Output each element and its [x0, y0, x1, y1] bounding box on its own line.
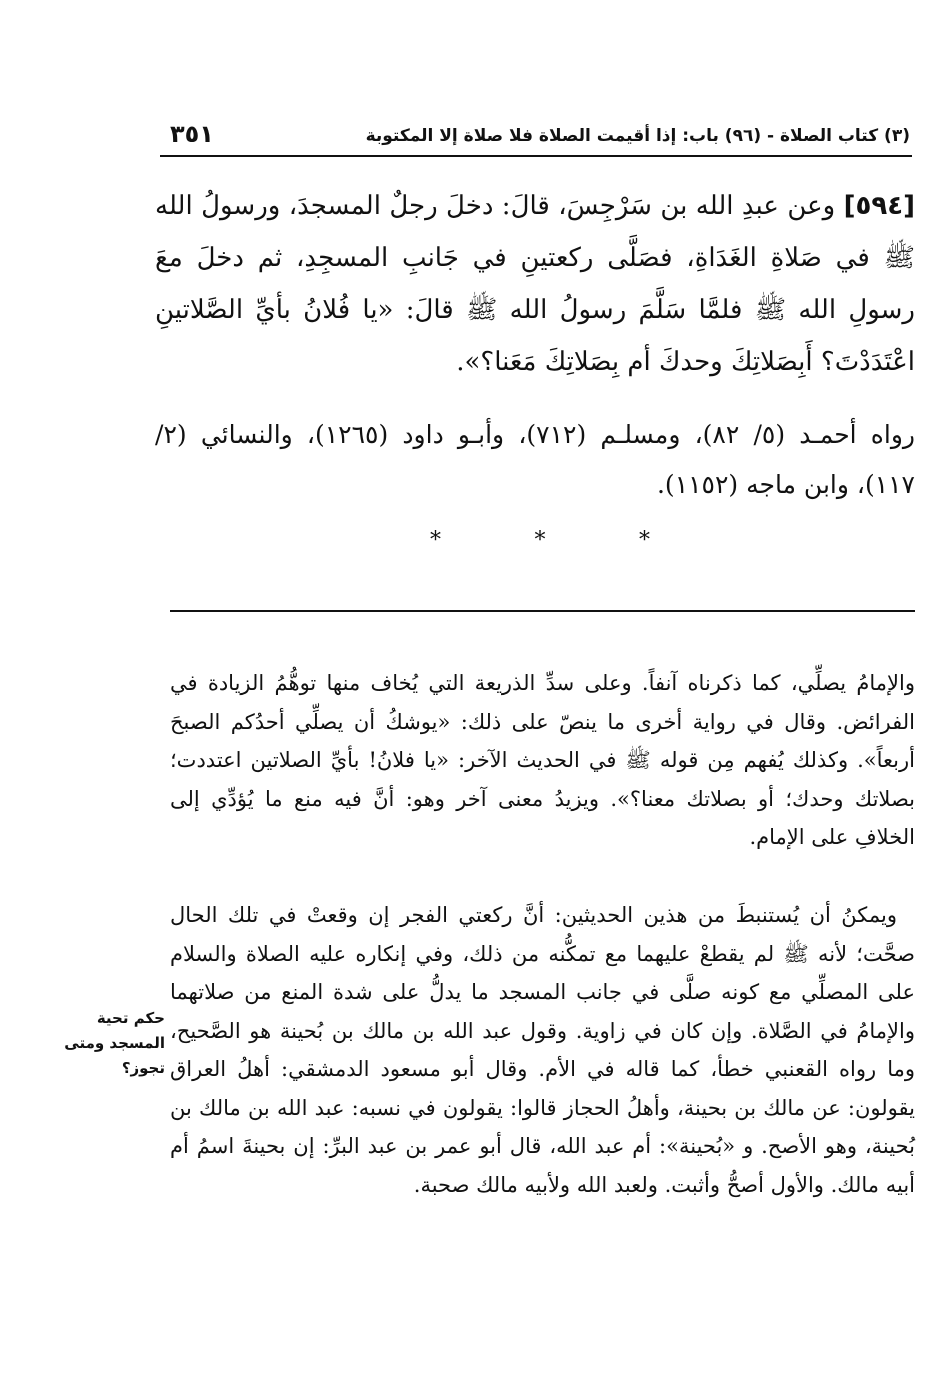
chapter-title: (٣) كتاب الصلاة - (٩٦) باب: إذا أقيمت الصلاة فلا صلاة إلا المكتوبة: [365, 126, 910, 146]
section-separator: [430, 528, 650, 558]
hadith-text: وعن عبدِ الله بن سَرْجِسَ، قالَ: دخلَ رجلٌ المسجدَ، ورسولُ الله ﷺ في صَلاةِ الغَدَاةِ، فصَلَّى ركعتينِ في جَانبِ المسجِدِ، ثم دخلَ معَ رسولِ الله ﷺ فلمَّا سَلَّمَ رسولُ الله ﷺ قالَ: «يا فُلانُ بأيِّ الصَّلاتينِ اعْتَدَدْتَ؟ أَبِصَلاتِكَ وحدكَ أم بِصَلاتِكَ مَعَنا؟».: [155, 191, 915, 377]
running-header: [170, 120, 910, 154]
hadith-sources: رواه أحمـد (٥/ ٨٢)، ومسلـم (٧١٢)، وأبـو داود (١٢٦٥)، والنسائي (٢/ ١١٧)، وابن ماجه (١١٥٢).: [155, 420, 915, 499]
separator-star: *: [639, 528, 650, 553]
commentary-paragraph: والإمامُ يصلِّي، كما ذكرناه آنفاً. وعلى سدِّ الذريعة التي يُخاف منها توهُّمُ الزيادة في الفرائض. وقال في رواية أخرى ما ينصّ على ذلك: «يوشكُ أن يصلِّي أحدُكم الصبحَ أربعاً». وكذلك يُفهم مِن قوله ﷺ في الحديث الآخر: «يا فلانُ! بأيِّ الصلاتين اعتددت؛ بصلاتك وحدك؛ أو بصلاتك معنا؟». ويزيدُ معنى آخر وهو: أنَّ فيه منع ما يُؤدِّي إلى الخلافِ على الإمام.: [170, 671, 915, 849]
hadith-number: [٥٩٤]: [843, 191, 916, 221]
margin-note-line: المسجد ومتى: [64, 1034, 165, 1052]
margin-note: [30, 1006, 165, 1081]
commentary-paragraph: [170, 896, 915, 1204]
separator-star: *: [430, 528, 441, 553]
commentary-paragraph-text: ويمكنُ أن يُستنبطَ من هذين الحديثين: أنَّ ركعتي الفجر إن وقعتْ في تلك الحال صحَّت؛ لأنه ﷺ لم يقطعْ عليهما مع تمكُّنه من ذلك، وفي إنكاره عليه الصلاة والسلام على المصلِّي مع كونه صلَّى في جانب المسجد ما يدلُّ على شدة المنع من صلاتهما والإمامُ في الصَّلاة. وإن كان في زاوية. وقول عبد الله بن مالك بن بُحينة هو الصَّحيح، وما رواه القعنبي خطأ، كما قاله في الأم. وقال أبو مسعود الدمشقي: أهلُ العراق يقولون: عن مالك بن بحينة، وأهلُ الحجاز قالوا: يقولون في نسبه: عبد الله بن مالك بن بُحينة، وهو الأصح. و «بُحينة»: أم عبد الله، قال أبو عمر بن عبد البرِّ: إن بحينةَ اسمُ أم أبيه مالك. والأول أصحُّ وأثبت. ولعبد الله ولأبيه مالك صحبة.: [170, 903, 915, 1197]
margin-note-line: تجوز؟: [121, 1059, 165, 1077]
page-number: ٣٥١: [170, 120, 214, 148]
header-divider: [160, 155, 912, 157]
hadith-text-block: [155, 180, 915, 388]
separator-star: *: [534, 528, 546, 553]
commentary-divider: [170, 610, 915, 612]
margin-note-line: حكم تحية: [96, 1009, 165, 1027]
